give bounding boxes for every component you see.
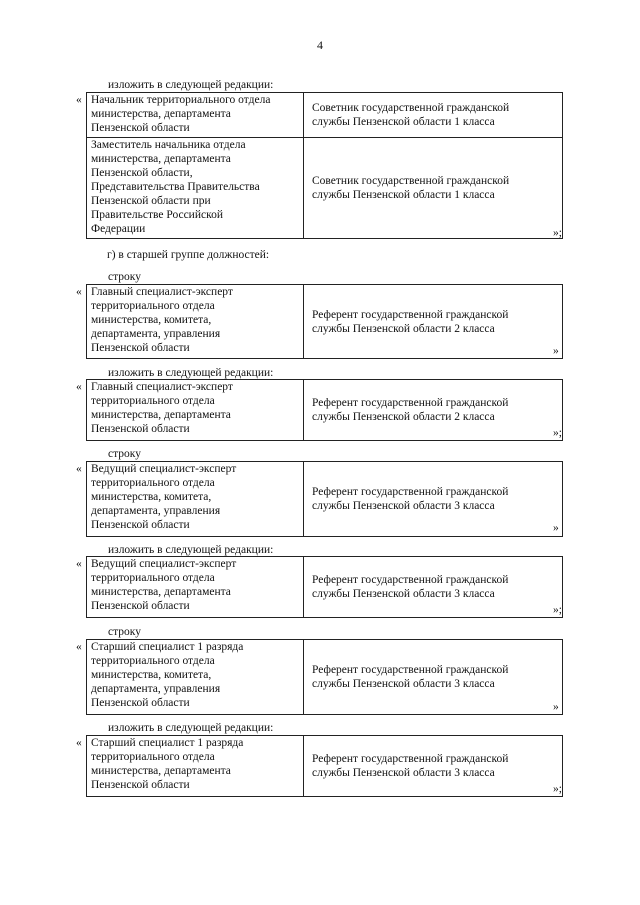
- position-text: Старший специалист 1 разряда территориального отдела министерства, комитета, департамента, управления Пензенской области: [91, 641, 244, 709]
- close-quote: »: [553, 522, 559, 534]
- table-row: [87, 380, 563, 441]
- position-cell: [87, 557, 304, 618]
- position-cell: [87, 138, 304, 239]
- table-row: [87, 138, 563, 239]
- position-table: [86, 284, 563, 359]
- rank-text: Референт государственной гражданской службы Пензенской области 3 класса: [312, 574, 509, 600]
- page-number: 4: [317, 38, 323, 52]
- position-cell: [87, 380, 304, 441]
- position-cell: [87, 462, 304, 537]
- open-quote: «: [76, 463, 82, 475]
- rank-cell: [304, 462, 563, 537]
- close-quote: »: [553, 701, 559, 713]
- table-row: [87, 93, 563, 138]
- position-cell: [87, 736, 304, 797]
- rank-cell: [304, 380, 563, 441]
- position-table: [86, 92, 563, 239]
- position-text: Ведущий специалист-эксперт территориального отдела министерства, комитета, департамента, управления Пензенской области: [91, 463, 237, 531]
- position-text: Ведущий специалист-эксперт территориального отдела министерства, департамента Пензенской области: [91, 558, 237, 612]
- rank-text: Референт государственной гражданской службы Пензенской области 2 класса: [312, 308, 509, 335]
- close-quote: »: [553, 345, 559, 357]
- table-row: [87, 285, 563, 359]
- position-cell: [87, 640, 304, 715]
- table-row: [87, 462, 563, 537]
- position-text: Главный специалист-эксперт территориального отдела министерства, департамента Пензенской области: [91, 381, 233, 435]
- position-text: Старший специалист 1 разряда территориального отдела министерства, департамента Пензенской области: [91, 737, 244, 791]
- open-quote: «: [76, 94, 82, 106]
- rank-text: Референт государственной гражданской службы Пензенской области 2 класса: [312, 397, 509, 423]
- rank-text: Референт государственной гражданской службы Пензенской области 3 класса: [312, 753, 509, 779]
- rank-cell: [304, 93, 563, 138]
- rank-cell: [304, 138, 563, 239]
- close-quote: »;: [553, 604, 562, 616]
- position-text: Главный специалист-эксперт территориального отдела министерства, комитета, департамента, управления Пензенской области: [91, 286, 233, 354]
- rank-text: Советник государственной гражданской службы Пензенской области 1 класса: [312, 175, 510, 201]
- rank-cell: [304, 640, 563, 715]
- rank-text: Референт государственной гражданской службы Пензенской области 3 класса: [312, 486, 509, 512]
- block-label: строку: [108, 271, 141, 283]
- position-text: Начальник территориального отдела министерства, департамента Пензенской области: [91, 94, 271, 134]
- section-subheading: г) в старшей группе должностей:: [107, 249, 270, 261]
- block-label: изложить в следующей редакции:: [108, 722, 274, 734]
- open-quote: «: [76, 381, 82, 393]
- position-cell: [87, 93, 304, 138]
- block-label: изложить в следующей редакции:: [108, 79, 274, 91]
- block-label: изложить в следующей редакции:: [108, 544, 274, 556]
- rank-cell: [304, 736, 563, 797]
- close-quote: »;: [553, 783, 562, 795]
- position-table: [86, 639, 563, 715]
- position-table: [86, 556, 563, 618]
- block-label: изложить в следующей редакции:: [108, 367, 274, 379]
- open-quote: «: [76, 286, 82, 298]
- close-quote: »;: [553, 427, 562, 439]
- rank-text: Референт государственной гражданской службы Пензенской области 3 класса: [312, 664, 509, 690]
- block-label: строку: [108, 448, 141, 460]
- open-quote: «: [76, 737, 82, 749]
- position-text: Заместитель начальника отдела министерства, департамента Пензенской области, Представительства Правительства Пензенской области при Правительстве Российской Федерации: [91, 139, 260, 235]
- rank-cell: [304, 285, 563, 359]
- rank-cell: [304, 557, 563, 618]
- position-cell: [87, 285, 304, 359]
- table-row: [87, 736, 563, 797]
- rank-text: Советник государственной гражданской службы Пензенской области 1 класса: [312, 102, 510, 128]
- close-quote: »;: [553, 227, 562, 239]
- table-row: [87, 640, 563, 715]
- table-row: [87, 557, 563, 618]
- open-quote: «: [76, 558, 82, 570]
- open-quote: «: [76, 641, 82, 653]
- position-table: [86, 461, 563, 537]
- block-label: строку: [108, 626, 141, 638]
- position-table: [86, 379, 563, 441]
- position-table: [86, 735, 563, 797]
